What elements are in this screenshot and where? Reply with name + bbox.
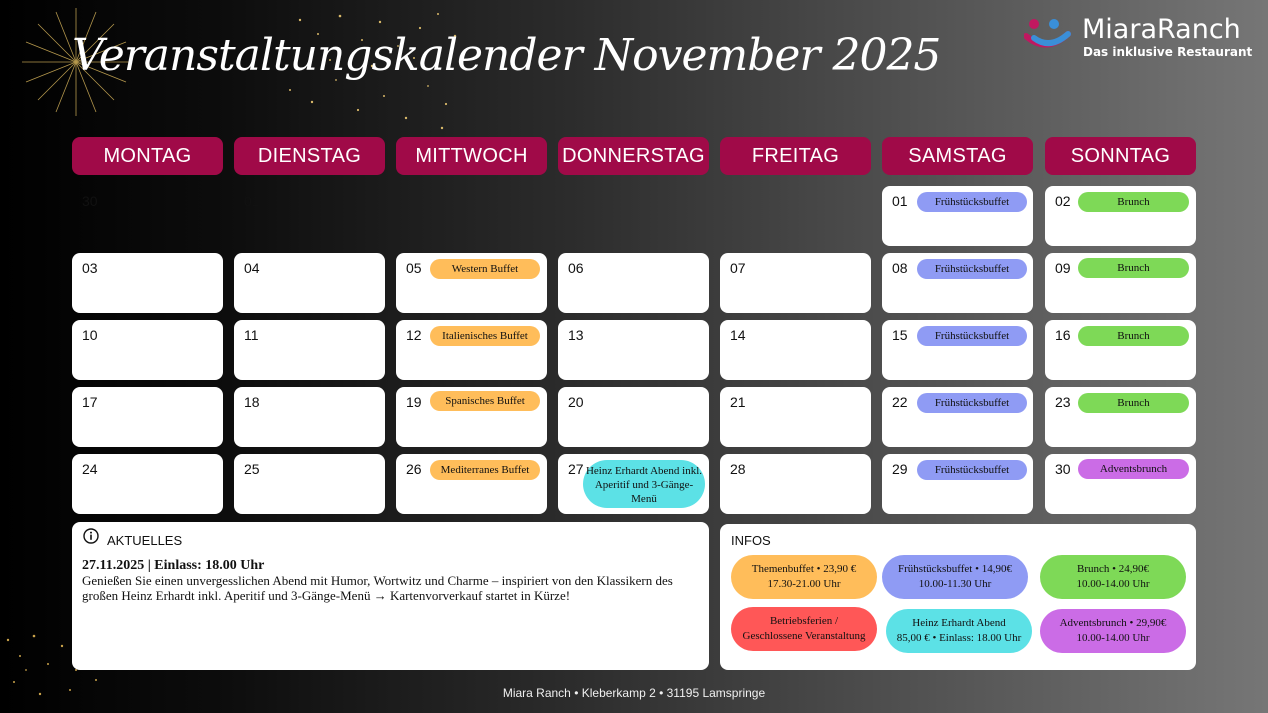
event-italienisches-buffet[interactable]: Italienisches Buffet (430, 326, 540, 346)
day-number: 18 (244, 394, 260, 410)
event-fruehstuecksbuffet[interactable]: Frühstücksbuffet (917, 460, 1027, 480)
calendar-day[interactable] (396, 454, 547, 514)
day-number: 02 (1055, 193, 1071, 209)
footer-address: Miara Ranch • Kleberkamp 2 • 31195 Lamspringe (502, 686, 766, 700)
day-number: 15 (892, 327, 908, 343)
event-brunch[interactable]: Brunch (1078, 326, 1189, 346)
calendar-day[interactable] (1045, 387, 1196, 447)
day-number: 08 (892, 260, 908, 276)
calendar-day[interactable] (882, 253, 1033, 313)
day-number: 17 (82, 394, 98, 410)
calendar-day[interactable] (558, 253, 709, 313)
calendar-day[interactable] (234, 454, 385, 514)
info-brunch (1040, 555, 1186, 599)
calendar-day[interactable] (882, 454, 1033, 514)
calendar-day[interactable] (882, 320, 1033, 380)
info-line: 10.00-14.00 Uhr (1076, 578, 1150, 590)
calendar-day[interactable] (720, 454, 871, 514)
info-adventsbrunch (1040, 609, 1186, 653)
info-themenbuffet (731, 555, 877, 599)
day-number: 22 (892, 394, 908, 410)
weekday-header-donnerstag: DONNERSTAG (558, 137, 709, 175)
news-heading: AKTUELLES (107, 533, 183, 548)
page-title: Veranstaltungskalender November 2025 (72, 30, 941, 81)
day-number: 10 (82, 327, 98, 343)
day-number: 03 (82, 260, 98, 276)
day-number: 20 (568, 394, 584, 410)
calendar-day[interactable] (72, 387, 223, 447)
event-fruehstuecksbuffet[interactable]: Frühstücksbuffet (917, 326, 1027, 346)
calendar-day[interactable] (558, 387, 709, 447)
weekday-header-mittwoch: MITTWOCH (396, 137, 547, 175)
calendar-day[interactable] (720, 320, 871, 380)
calendar-day[interactable] (234, 320, 385, 380)
calendar-day[interactable] (396, 253, 547, 313)
calendar-day[interactable] (558, 320, 709, 380)
logo-name: MiaraRanch (1082, 14, 1241, 45)
news-body: Genießen Sie einen unvergesslichen Abend mit Humor, Wortwitz und Charme – inspiriert von den Klassikern des großen Heinz Erhardt inkl. Aperitif und 3-Gänge-Menü → Kartenvorverkauf startet in Kürze! (82, 573, 673, 603)
calendar-day[interactable] (72, 320, 223, 380)
day-number: 26 (406, 461, 422, 477)
info-line: Brunch • 24,90€ (1077, 563, 1149, 575)
day-number: 24 (82, 461, 98, 477)
info-line: 10.00-11.30 Uhr (918, 578, 992, 590)
info-line: 17.30-21.00 Uhr (767, 578, 841, 590)
info-line: Heinz Erhardt Abend (912, 617, 1006, 629)
calendar-day[interactable] (1045, 454, 1196, 514)
day-number: 07 (730, 260, 746, 276)
leading-day: 01 (244, 193, 260, 209)
calendar-day[interactable] (882, 186, 1033, 246)
calendar-day[interactable] (396, 320, 547, 380)
day-number: 19 (406, 394, 422, 410)
weekday-header-freitag: FREITAG (720, 137, 871, 175)
info-betriebsferien (731, 607, 877, 651)
event-brunch[interactable]: Brunch (1078, 192, 1189, 212)
event-mediterranes-buffet[interactable]: Mediterranes Buffet (430, 460, 540, 480)
calendar-day[interactable] (234, 387, 385, 447)
info-heinz-erhardt-abend (886, 609, 1032, 653)
event-fruehstuecksbuffet[interactable]: Frühstücksbuffet (917, 192, 1027, 212)
leading-day: 30 (82, 193, 98, 209)
info-line: Geschlossene Veranstaltung (742, 630, 866, 642)
calendar-day[interactable] (720, 253, 871, 313)
weekday-header-dienstag: DIENSTAG (234, 137, 385, 175)
day-number: 04 (244, 260, 260, 276)
day-number: 25 (244, 461, 260, 477)
calendar-day[interactable] (72, 454, 223, 514)
info-line: 85,00 € • Einlass: 18.00 Uhr (896, 632, 1022, 644)
day-number: 14 (730, 327, 746, 343)
weekday-header-samstag: SAMSTAG (882, 137, 1033, 175)
day-number: 28 (730, 461, 746, 477)
event-fruehstuecksbuffet[interactable]: Frühstücksbuffet (917, 393, 1027, 413)
event-spanisches-buffet[interactable]: Spanisches Buffet (430, 391, 540, 411)
info-line: Betriebsferien / (769, 615, 839, 627)
weekday-header-sonntag: SONNTAG (1045, 137, 1196, 175)
day-number: 11 (244, 327, 259, 343)
event-heinz-erhardt-abend[interactable]: Heinz Erhardt Abend inkl. Aperitif und 3-Gänge-Menü (583, 460, 705, 508)
event-brunch[interactable]: Brunch (1078, 393, 1189, 413)
calendar-day[interactable] (396, 387, 547, 447)
day-number: 06 (568, 260, 584, 276)
brand-logo (1024, 14, 1260, 64)
news-headline: 27.11.2025 | Einlass: 18.00 Uhr (82, 558, 265, 573)
event-adventsbrunch[interactable]: Adventsbrunch (1078, 459, 1189, 479)
logo-tagline: Das inklusive Restaurant (1083, 45, 1253, 59)
info-line: Themenbuffet • 23,90 € (751, 563, 857, 575)
event-western-buffet[interactable]: Western Buffet (430, 259, 540, 279)
calendar-day[interactable] (72, 253, 223, 313)
info-fruehstuecksbuffet (882, 555, 1028, 599)
day-number: 05 (406, 260, 422, 276)
calendar-day[interactable] (234, 253, 385, 313)
weekday-header-montag: MONTAG (72, 137, 223, 175)
calendar-day[interactable] (1045, 320, 1196, 380)
info-line: Adventsbrunch • 29,90€ (1059, 617, 1167, 629)
news-panel (72, 522, 709, 670)
calendar-day[interactable] (1045, 253, 1196, 313)
event-brunch[interactable]: Brunch (1078, 258, 1189, 278)
day-number: 09 (1055, 260, 1071, 276)
day-number: 30 (1055, 461, 1071, 477)
day-number: 23 (1055, 394, 1071, 410)
day-number: 12 (406, 327, 422, 343)
logo-icon (1024, 16, 1076, 56)
day-number: 01 (892, 193, 908, 209)
event-fruehstuecksbuffet[interactable]: Frühstücksbuffet (917, 259, 1027, 279)
calendar-day[interactable] (1045, 186, 1196, 246)
day-number: 21 (730, 394, 746, 410)
day-number: 13 (568, 327, 584, 343)
day-number: 29 (892, 461, 908, 477)
info-line: 10.00-14.00 Uhr (1076, 632, 1150, 644)
info-line: Frühstücksbuffet • 14,90€ (898, 563, 1012, 575)
day-number: 16 (1055, 327, 1071, 343)
calendar-day[interactable] (720, 387, 871, 447)
infos-panel (720, 524, 1196, 670)
calendar-day[interactable] (558, 454, 709, 514)
calendar-day[interactable] (882, 387, 1033, 447)
infos-heading: INFOS (731, 533, 771, 548)
info-icon (83, 528, 99, 544)
day-number: 27 (568, 461, 584, 477)
